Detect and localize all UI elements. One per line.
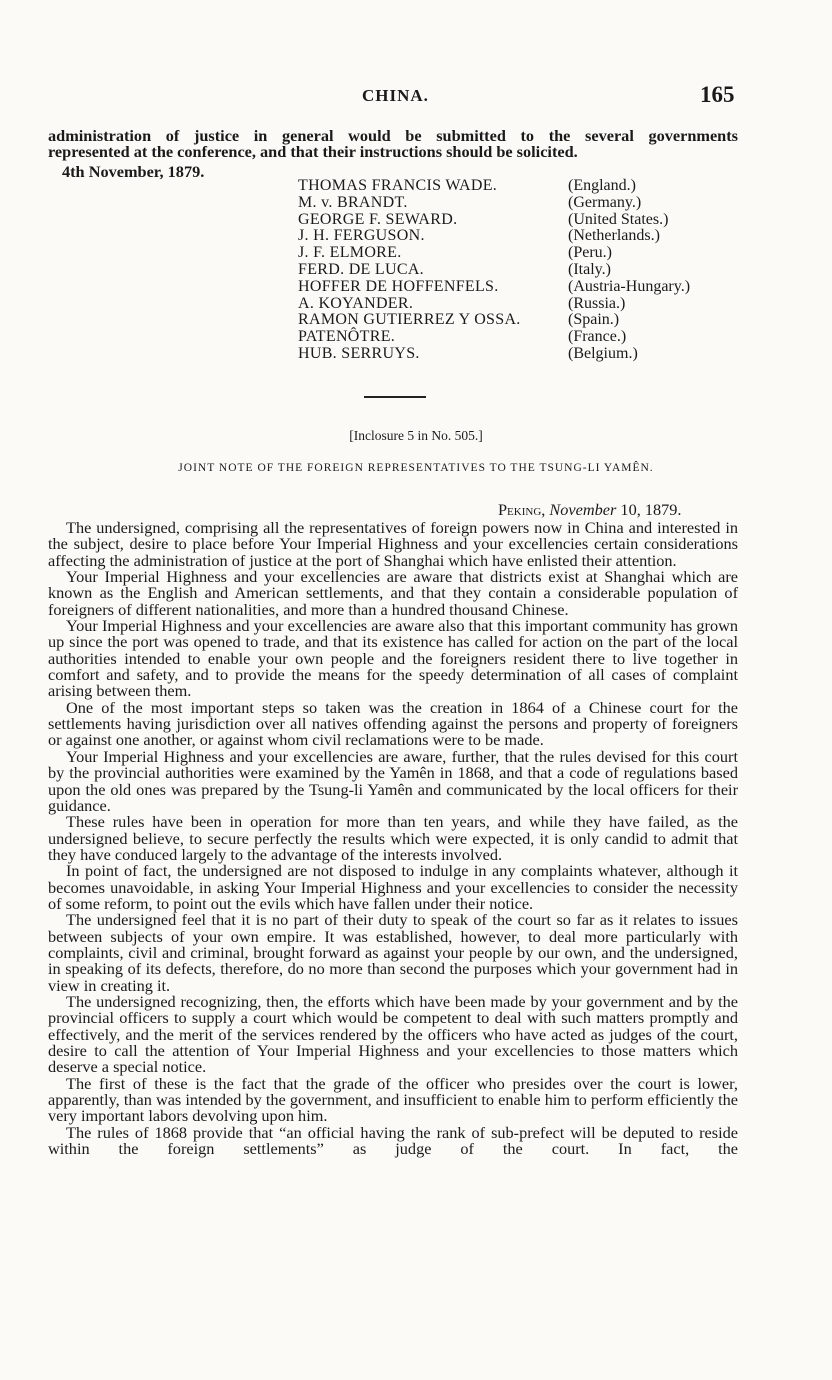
page-header bbox=[0, 82, 832, 112]
opening-line: represented at the conference, and that their instructions should be solicited. bbox=[48, 142, 578, 162]
body-paragraph: Your Imperial Highness and your excellencies are aware that districts exist at Shanghai which are known as the English and American settlements, and that they contain a considerable population of foreigners of different nationalities, and more than a hundred thousand Chinese. bbox=[48, 567, 738, 619]
note-heading: JOINT NOTE OF THE FOREIGN REPRESENTATIVES TO THE TSUNG-LI YAMÊN. bbox=[178, 462, 654, 474]
opening-text bbox=[48, 128, 738, 161]
signatory-name: M. v. BRANDT. bbox=[298, 193, 408, 211]
signatory-country: (Spain.) bbox=[568, 311, 620, 329]
signatory-country: (Austria-Hungary.) bbox=[568, 277, 691, 295]
place-name: Peking, bbox=[498, 500, 546, 519]
date-month: November bbox=[549, 500, 617, 519]
signatory-country: (Belgium.) bbox=[568, 344, 638, 362]
note-body bbox=[48, 520, 738, 1157]
body-paragraph: One of the most important steps so taken was the creation in 1864 of a Chinese court for the settlements having jurisdiction over all natives offending against the persons and property of foreigners or against one another, or against whom civil reclamations were to be made. bbox=[48, 697, 738, 750]
signatory-name: THOMAS FRANCIS WADE. bbox=[298, 177, 498, 194]
signatory-country: (United States.) bbox=[568, 210, 669, 228]
page-number: 165 bbox=[700, 82, 735, 107]
signatory-name: GEORGE F. SEWARD. bbox=[298, 210, 458, 228]
signatory-country: (England.) bbox=[568, 177, 636, 194]
body-paragraph: In point of fact, the undersigned are not disposed to indulge in any complaints whatever, although it becomes unavoidable, in asking Your Imperial Highness and your excellencies to consider the necessity of some reform, to point out the evils which have fallen under their notice. bbox=[48, 861, 738, 913]
body-paragraph: The rules of 1868 provide that “an official having the rank of sub-prefect will be deputed to reside within the foreign settlements” as judge of the court. In fact, the bbox=[48, 1122, 738, 1159]
signatory-country: (Peru.) bbox=[568, 244, 612, 262]
signatory-name: J. F. ELMORE. bbox=[298, 244, 402, 262]
body-paragraph: The undersigned recognizing, then, the efforts which have been made by your government and by the provincial officers to supply a court which would be competent to deal with such matters promptly and effectively, and the merit of the services rendered by the officers who have acted as judges of the court, desire to call the attention of Your Imperial Highness and your excellencies to those matters which deserve a special notice. bbox=[48, 991, 738, 1077]
signatory-name: HUB. SERRUYS. bbox=[298, 344, 420, 362]
signatory-name: FERD. DE LUCA. bbox=[298, 260, 424, 278]
body-paragraph: These rules have been in operation for more than ten years, and while they have failed, as the undersigned believe, to secure perfectly the results which were expected, it is only candid to admit that they have conduced largely to the advantage of the interests involved. bbox=[48, 812, 738, 864]
signatory-name: RAMON GUTIERREZ Y OSSA. bbox=[298, 311, 521, 329]
body-paragraph: The first of these is the fact that the grade of the officer who presides over the court is lower, apparently, than was intended by the government, and insufficient to enable him to perform efficiently the very important labors devolving upon him. bbox=[48, 1073, 738, 1126]
body-paragraph: The undersigned feel that it is no part of their duty to speak of the court so far as it relates to issues between subjects of your own empire. It was established, however, to deal more particularly with complaints, civil and criminal, brought forward as against your people by our own, and the undersigned, in speaking of its defects, therefore, do no more than second the purposes which your government had in view in creating it. bbox=[48, 910, 738, 995]
date-rest: 10, 1879. bbox=[620, 500, 682, 519]
place-date bbox=[498, 500, 681, 520]
body-paragraph: The undersigned, comprising all the representatives of foreign powers now in China and interested in the subject, desire to place before Your Imperial Highness and your excellencies certain considerations affecting the administration of justice at the port of Shanghai which have enlisted their attention. bbox=[48, 518, 738, 570]
signatory-name: PATENÔTRE. bbox=[298, 328, 396, 346]
inclosure-label: [Inclosure 5 in No. 505.] bbox=[349, 428, 483, 443]
signatory-country: (Russia.) bbox=[568, 294, 626, 312]
section-divider bbox=[364, 396, 426, 398]
signatory-country: (Netherlands.) bbox=[568, 227, 660, 245]
body-paragraph: Your Imperial Highness and your excellencies are aware also that this important community has grown up since the port was opened to trade, and that its existence has called for action on the part of the local authorities intended to enable your own people and the foreigners resident there to live together in comfort and safety, and to provide the means for the speedy determination of all cases of complaint arising between them. bbox=[48, 616, 738, 701]
running-title: CHINA. bbox=[362, 86, 429, 105]
body-paragraph: Your Imperial Highness and your excellencies are aware, further, that the rules devised for this court by the provincial authorities were examined by the Yamên in 1868, and that a code of regulations based upon the old ones was prepared by the Tsung-li Yamên and communicated by the local officers for their guidance. bbox=[48, 746, 738, 815]
opening-line: administration of justice in general would be submitted to the several governments bbox=[48, 126, 738, 145]
signatory-name: A. KOYANDER. bbox=[298, 294, 414, 312]
signatory-country: (Germany.) bbox=[568, 193, 642, 211]
signatory-name: HOFFER DE HOFFENFELS. bbox=[298, 277, 499, 295]
signatory-name: J. H. FERGUSON. bbox=[298, 227, 425, 245]
signatory-country: (France.) bbox=[568, 328, 627, 346]
conference-date: 4th November, 1879. bbox=[62, 162, 205, 181]
signatory-country: (Italy.) bbox=[568, 260, 611, 278]
